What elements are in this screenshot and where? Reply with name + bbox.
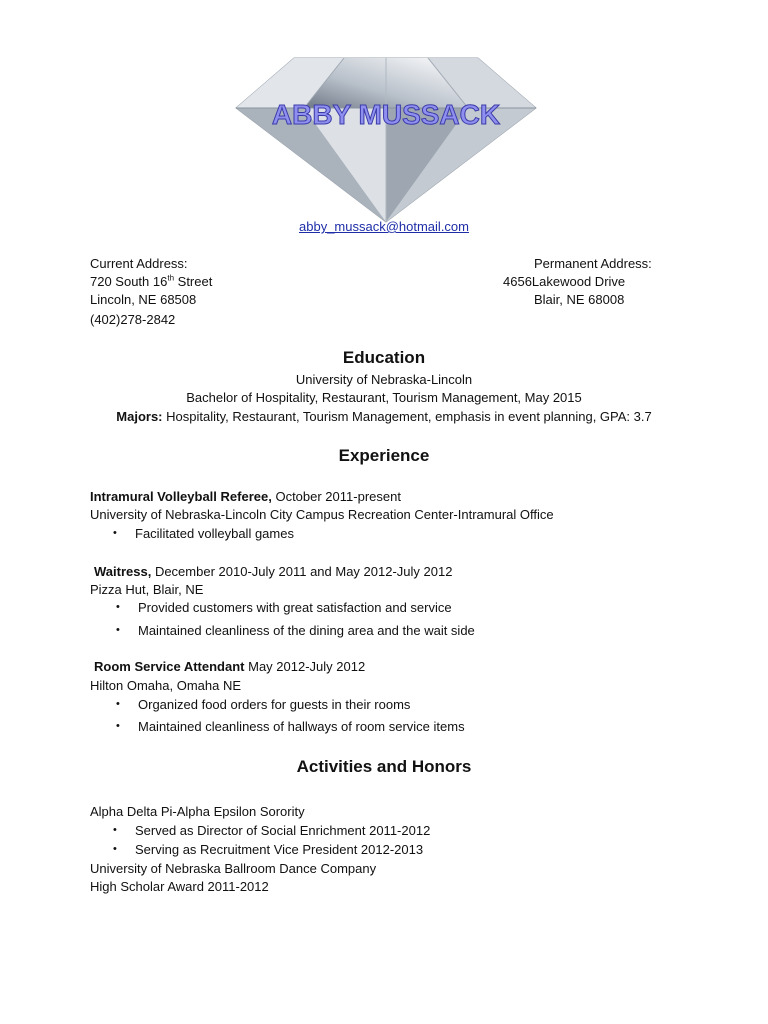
job-title-line: Waitress, December 2010-July 2011 and May 2012-July 2012 [94,564,453,579]
sorority-name: Alpha Delta Pi-Alpha Epsilon Sorority [90,804,305,819]
email-link[interactable]: abby_mussack@hotmail.com [299,219,469,234]
scholar-award: High Scholar Award 2011-2012 [90,879,269,894]
job-title-line: Room Service Attendant May 2012-July 2012 [94,659,366,674]
bullet-icon: • [116,698,120,710]
job-title-line: Intramural Volleyball Referee, October 2011-present [90,489,401,504]
phone-number: (402)278-2842 [90,312,176,327]
permanent-address-city: Blair, NE 68008 [534,292,625,307]
bullet-icon: • [116,601,120,613]
permanent-address-label: Permanent Address: [534,256,652,271]
bullet-icon: • [113,843,117,855]
activity-bullet: Serving as Recruitment Vice President 2012-2013 [135,842,424,857]
bullet-icon: • [116,720,120,732]
diamond-header-image [234,52,538,224]
job-bullet: Maintained cleanliness of the dining area and the wait side [138,623,475,638]
activity-bullet: Served as Director of Social Enrichment 2011-2012 [135,823,431,838]
bullet-icon: • [113,824,117,836]
education-school: University of Nebraska-Lincoln [295,372,473,387]
job-bullet: Provided customers with great satisfaction and service [138,600,452,615]
permanent-address-street: 4656Lakewood Drive [503,274,626,289]
bullet-icon: • [113,527,117,539]
bullet-icon: • [116,624,120,636]
education-heading: Education [342,348,426,367]
education-majors: Majors: Hospitality, Restaurant, Tourism Management, emphasis in event planning, GPA: 3.7 [116,409,652,424]
job-bullet: Organized food orders for guests in their rooms [138,697,411,712]
experience-heading: Experience [338,446,430,465]
current-address-city: Lincoln, NE 68508 [90,292,197,307]
education-degree: Bachelor of Hospitality, Restaurant, Tourism Management, May 2015 [186,390,582,405]
ballroom-company: University of Nebraska Ballroom Dance Company [90,861,377,876]
job-bullet: Facilitated volleyball games [135,526,294,541]
current-address-label: Current Address: [90,256,188,271]
job-organization: Hilton Omaha, Omaha NE [90,678,242,693]
job-bullet: Maintained cleanliness of hallways of room service items [138,719,465,734]
email-line [0,218,768,236]
current-address-street: 720 South 16th Street [90,273,213,289]
applicant-name: ABBY MUSSACK [271,99,501,130]
activities-heading: Activities and Honors [296,757,472,776]
job-organization: University of Nebraska-Lincoln City Campus Recreation Center-Intramural Office [90,507,554,522]
job-organization: Pizza Hut, Blair, NE [90,582,204,597]
